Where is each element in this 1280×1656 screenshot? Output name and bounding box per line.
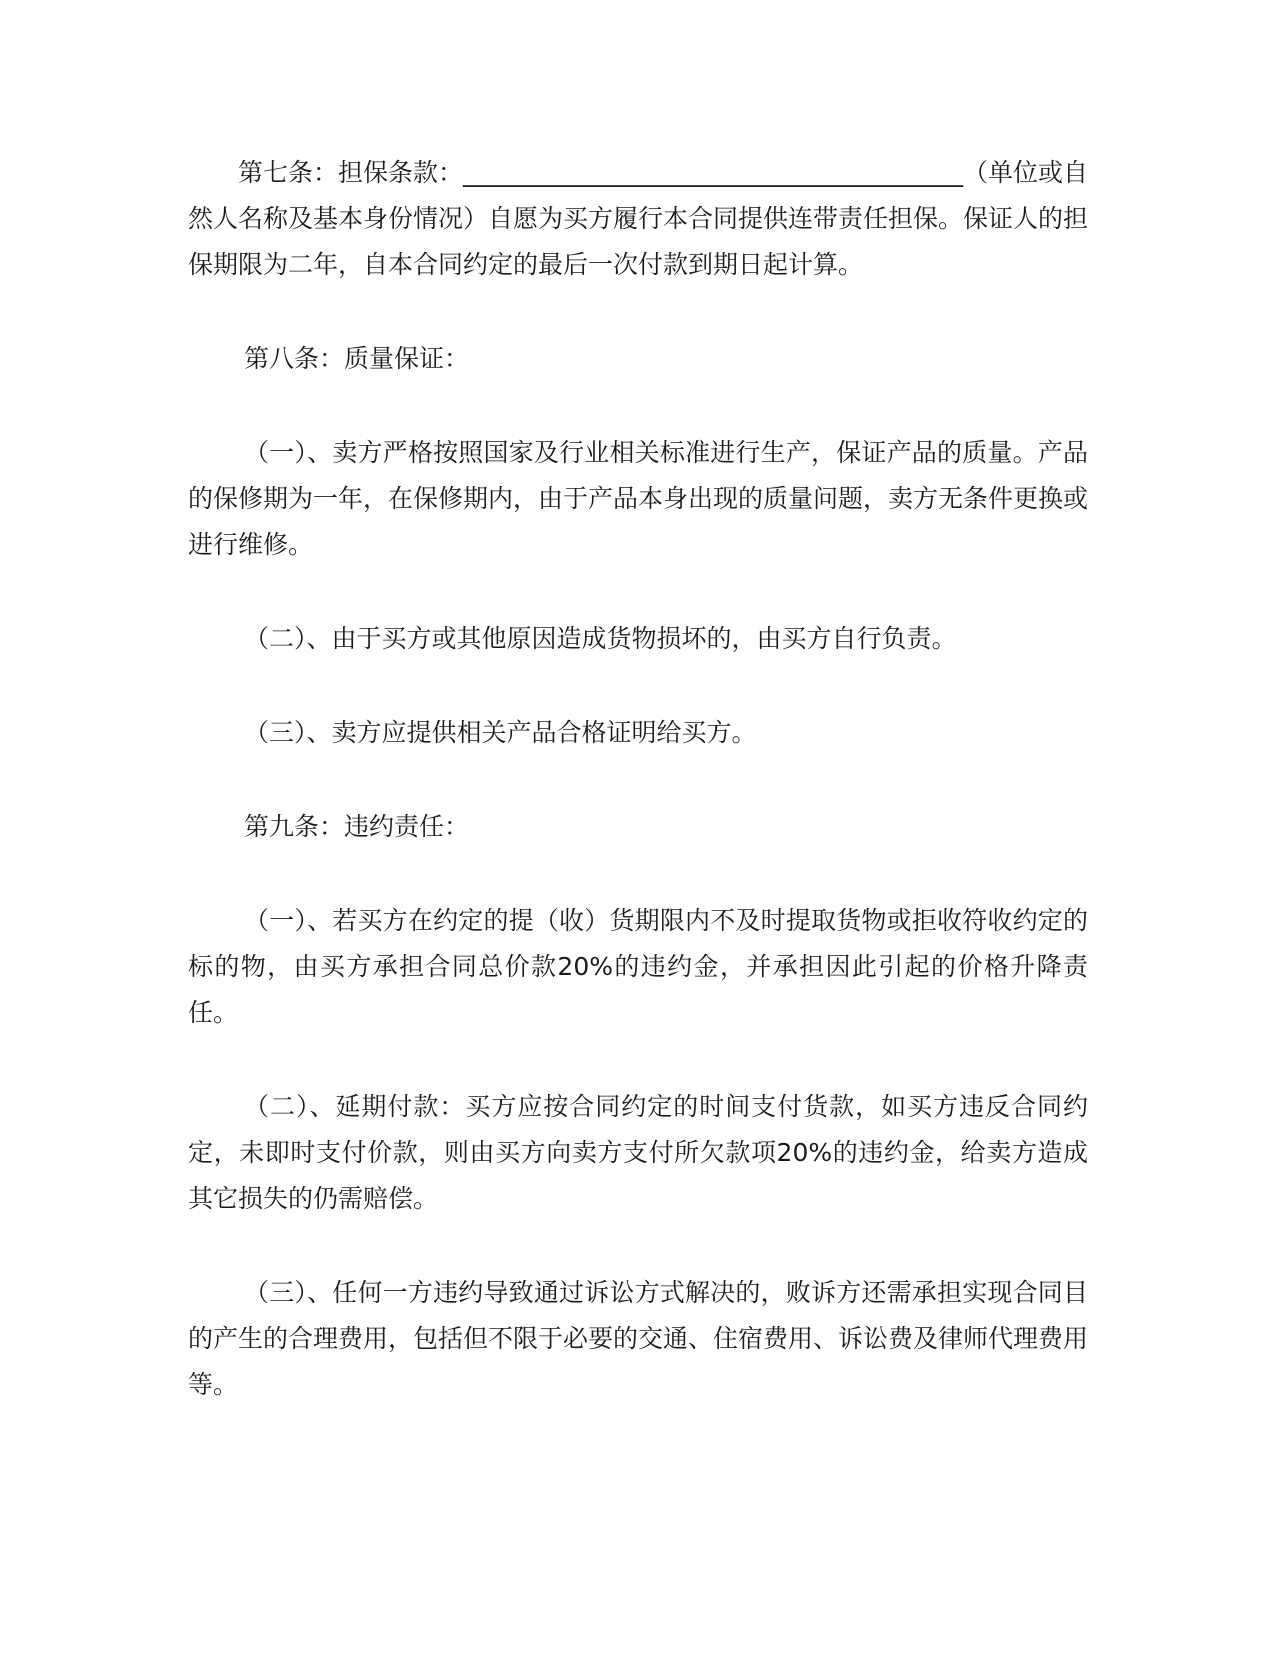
article-8-item-3: （三）、卖方应提供相关产品合格证明给买方。 xyxy=(244,718,757,747)
article-8-item-2: （二）、由于买方或其他原因造成货物损坏的，由买方自行负责。 xyxy=(244,624,957,653)
article-9-item-1: （一）、若买方在约定的提（收）货期限内不及时提取货物或拒收符收约定的标的物，由买方承担合同总价款20%的违约金，并承担因此引起的价格升降责任。 xyxy=(188,906,1088,1027)
article-8-heading: 第八条：质量保证： xyxy=(244,344,470,373)
article-9-heading: 第九条：违约责任： xyxy=(244,812,470,841)
article-9-item-2: （二）、延期付款：买方应按合同约定的时间支付货款，如买方违反合同约定，未即时支付价款，则由买方向卖方支付所欠款项20%的违约金，给卖方造成其它损失的仍需赔偿。 xyxy=(188,1092,1088,1213)
contract-document xyxy=(188,150,1088,1456)
article-7-guarantee-clause: 第七条：担保条款：________________________________________（单位或自然人名称及基本身份情况）自愿为买方履行本合同提供连带责任担保。保证人的担保期限为二年，自本合同约定的最后一次付款到期日起计算。 xyxy=(188,158,1089,279)
article-9-item-3: （三）、任何一方违约导致通过诉讼方式解决的，败诉方还需承担实现合同目的产生的合理费用，包括但不限于必要的交通、住宿费用、诉讼费及律师代理费用等。 xyxy=(188,1278,1089,1399)
article-8-item-1: （一）、卖方严格按照国家及行业相关标准进行生产，保证产品的质量。产品的保修期为一年，在保修期内，由于产品本身出现的质量问题，卖方无条件更换或进行维修。 xyxy=(188,438,1089,559)
